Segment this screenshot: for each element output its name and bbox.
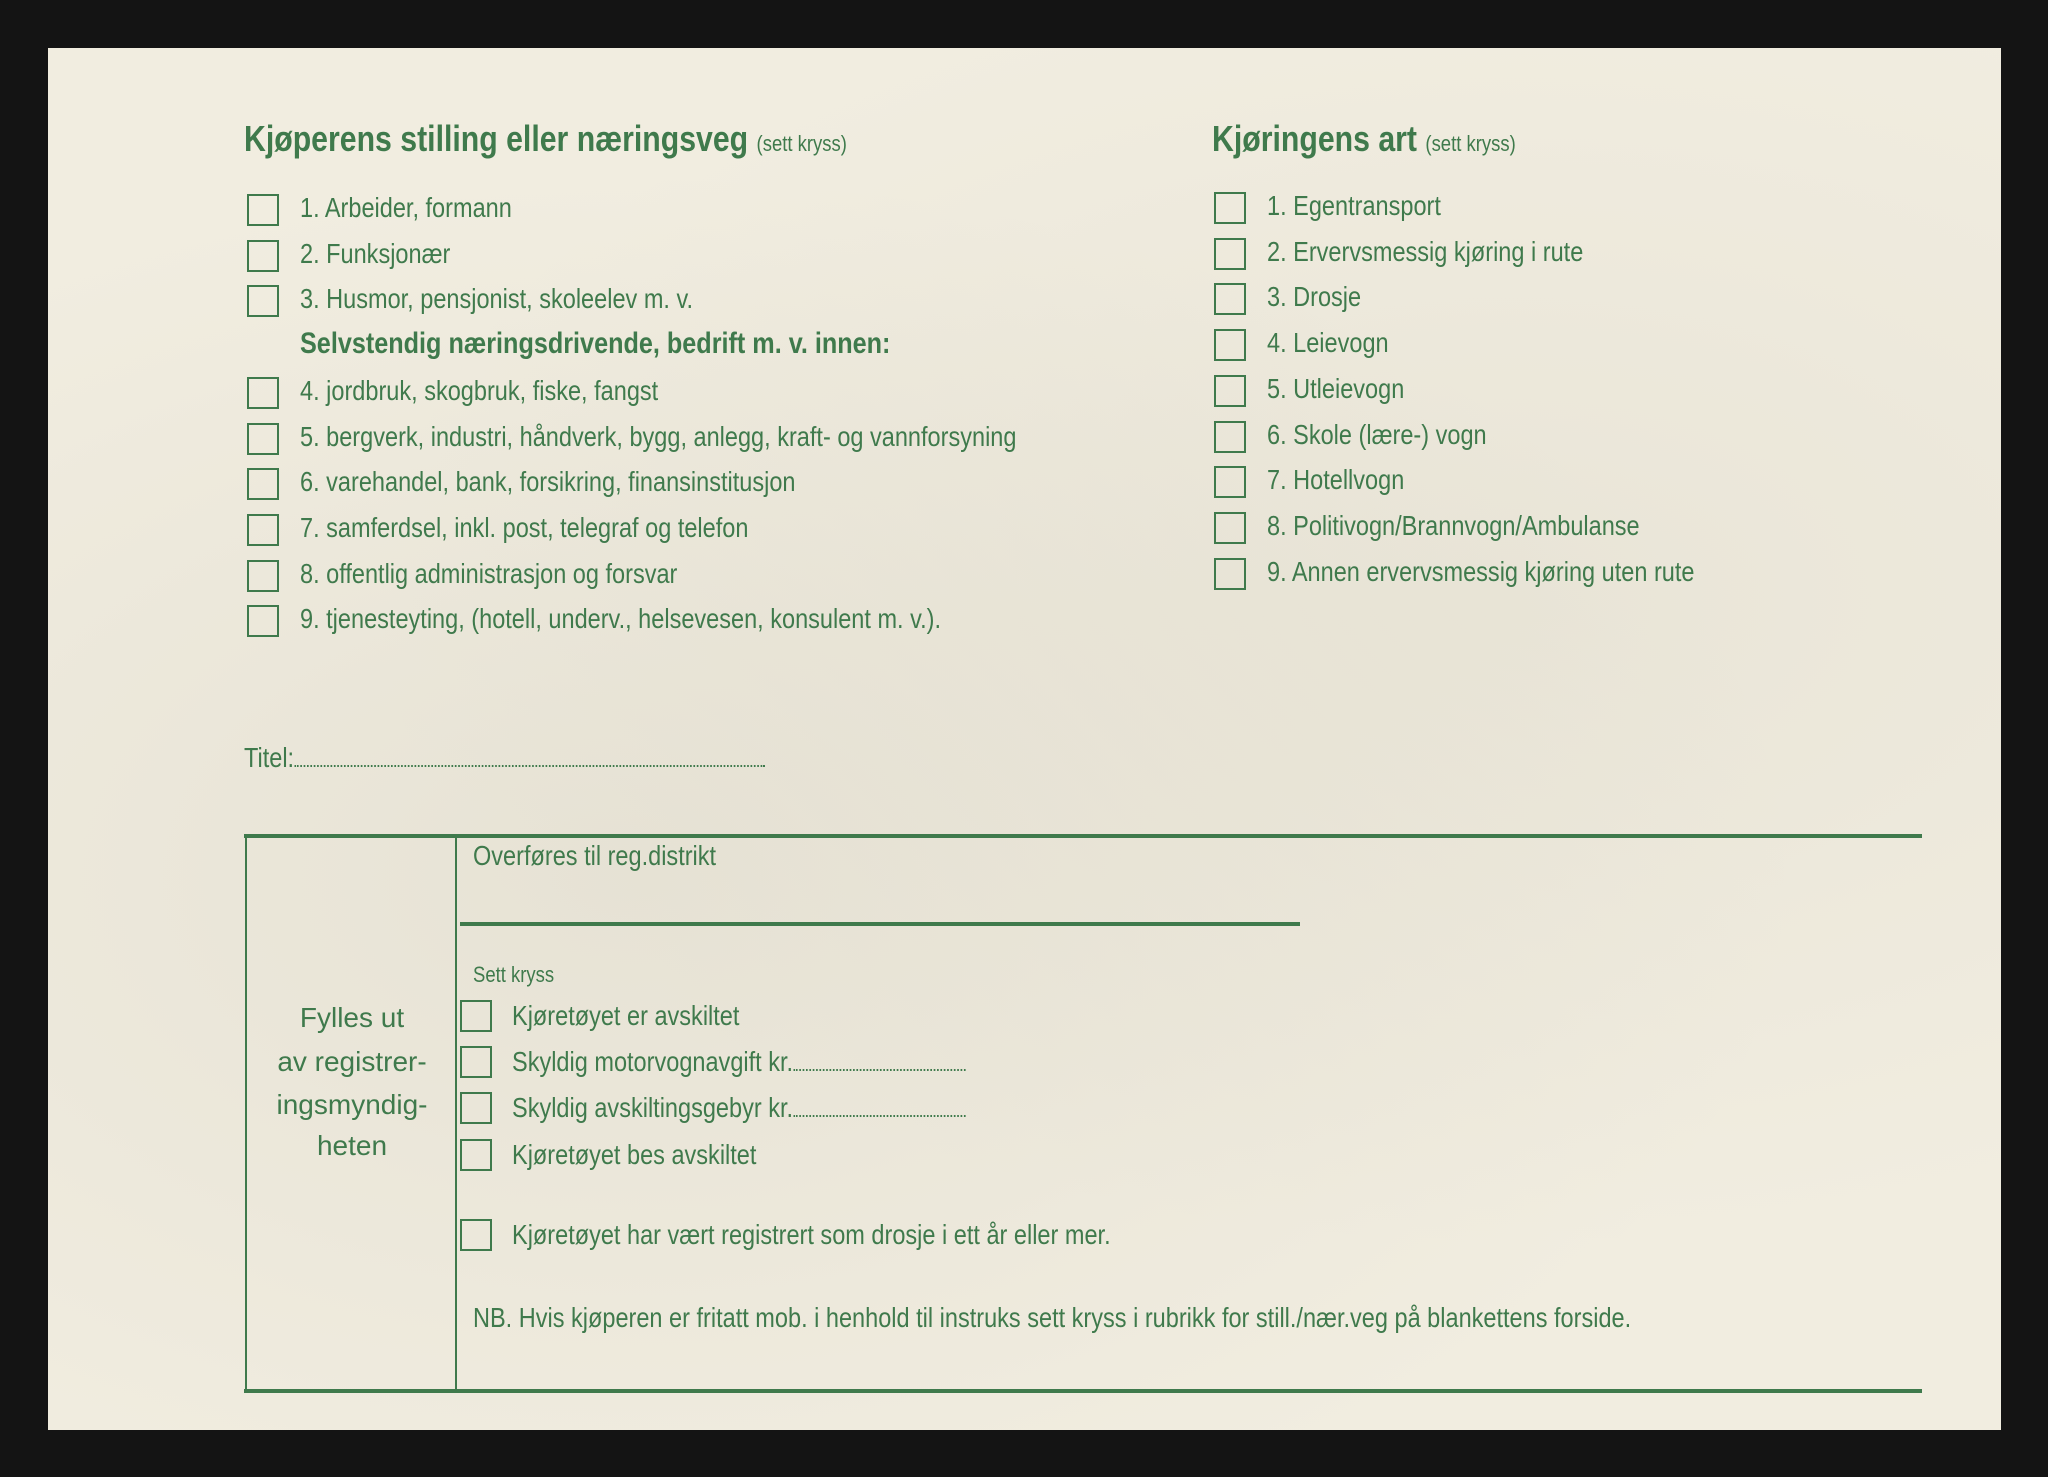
transfer-label-text: Overføres til reg.distrikt (473, 840, 717, 871)
option-text: 6. Skole (lære-) vogn (1267, 418, 1487, 450)
checkbox-plate-fee-owed[interactable] (460, 1092, 492, 1124)
option-text: 8. Politivogn/Brannvogn/Ambulanse (1267, 509, 1640, 541)
industry-option-label (300, 421, 1153, 453)
industry-option-label (300, 375, 726, 407)
box-top-rule (244, 834, 1922, 838)
transfer-label (473, 840, 762, 872)
occupation-option-checkbox[interactable] (247, 240, 279, 272)
option-text: 1. Arbeider, formann (300, 192, 512, 223)
check-label (512, 1139, 803, 1171)
occupation-option-label (300, 192, 552, 224)
check-label-text: Kjøretøyet har vært registrert som drosje i ett år eller mer. (512, 1219, 1111, 1250)
heading-text: Kjøringens art (1212, 118, 1417, 159)
nb-note (473, 1302, 1852, 1334)
driving-type-option-label (1267, 281, 1379, 313)
option-text: 9. Annen ervervsmessig kjøring uten rute (1267, 555, 1695, 587)
driving-type-option-checkbox[interactable] (1214, 512, 1246, 544)
driving-type-heading (1212, 118, 1574, 160)
side-label-1: Fylles ut (299, 1002, 405, 1033)
title-label: Titel: (244, 742, 295, 773)
option-text: 6. varehandel, bank, forsikring, finansinstitusjon (300, 466, 796, 498)
option-text: 2. Ervervsmessig kjøring i rute (1267, 235, 1584, 267)
industry-option-checkbox[interactable] (247, 560, 279, 592)
driving-type-option-checkbox[interactable] (1214, 192, 1246, 224)
driving-type-option-checkbox[interactable] (1214, 375, 1246, 407)
self-employed-subheading (300, 327, 1003, 361)
driving-type-option-label (1267, 373, 1430, 405)
title-field[interactable] (244, 742, 864, 774)
industry-option-checkbox[interactable] (247, 377, 279, 409)
check-label (512, 1092, 1052, 1124)
driving-type-option-checkbox[interactable] (1214, 466, 1246, 498)
side-label-2: av registrer- (277, 1046, 427, 1077)
driving-type-option-checkbox[interactable] (1214, 283, 1246, 315)
option-text: 9. tjenesteyting, (hotell, underv., helsevesen, konsulent m. v.). (300, 603, 942, 635)
industry-option-checkbox[interactable] (247, 514, 279, 546)
check-hint-text: Sett kryss (473, 962, 555, 987)
side-label-4: heten (316, 1130, 388, 1161)
check-hint (473, 962, 570, 988)
driving-type-option-label (1267, 236, 1644, 268)
industry-option-checkbox[interactable] (247, 605, 279, 637)
heading-hint: (sett kryss) (1425, 131, 1516, 156)
check-label-text: Skyldig avskiltingsgebyr kr. (512, 1092, 794, 1123)
nb-note-text: NB. Hvis kjøperen er fritatt mob. i henhold til instruks sett kryss i rubrikk for still./nær.veg på blankettens forside. (473, 1302, 1632, 1333)
driving-type-option-label (1267, 464, 1430, 496)
heading-hint: (sett kryss) (756, 131, 847, 156)
industry-option-label (300, 603, 1063, 635)
option-text: 1. Egentransport (1267, 190, 1441, 221)
industry-option-label (300, 466, 890, 498)
option-text: 5. Utleievogn (1267, 372, 1405, 404)
check-label-text: Kjøretøyet er avskiltet (512, 1000, 740, 1031)
industry-option-label (300, 558, 749, 590)
option-text: 5. bergverk, industri, håndverk, bygg, anlegg, kraft- og vannforsyning (300, 420, 1017, 452)
industry-option-checkbox[interactable] (247, 423, 279, 455)
side-label-3: ingsmyndig- (276, 1089, 428, 1120)
driving-type-option-label (1267, 190, 1474, 222)
option-text: 3. Drosje (1267, 281, 1362, 313)
check-label-text: Kjøretøyet bes avskiltet (512, 1139, 757, 1170)
driving-type-option-checkbox[interactable] (1214, 238, 1246, 270)
box-left-rule (245, 836, 247, 1391)
checkbox-plates-removed[interactable] (460, 1000, 492, 1032)
occupation-option-label (300, 283, 768, 315)
checkbox-taxi-one-year[interactable] (460, 1219, 492, 1251)
heading-text: Kjøperens stilling eller næringsveg (244, 118, 749, 159)
amount-dotted-line[interactable] (793, 1049, 965, 1071)
driving-type-option-checkbox[interactable] (1214, 421, 1246, 453)
buyer-occupation-heading (244, 118, 962, 160)
subheading-text: Selvstendig næringsdrivende, bedrift m. v. innen: (300, 327, 891, 361)
driving-type-option-label (1267, 510, 1711, 542)
driving-type-option-checkbox[interactable] (1214, 329, 1246, 361)
option-text: 7. Hotellvogn (1267, 464, 1405, 496)
option-text: 4. jordbruk, skogbruk, fiske, fangst (300, 374, 659, 406)
checkbox-request-plate-removal[interactable] (460, 1139, 492, 1171)
check-label (512, 1000, 783, 1032)
option-text: 8. offentlig administrasjon og forsvar (300, 557, 678, 589)
driving-type-option-label (1267, 327, 1412, 359)
option-text: 4. Leievogn (1267, 327, 1389, 359)
check-label (512, 1046, 1052, 1078)
check-label-text: Skyldig motorvognavgift kr. (512, 1046, 794, 1077)
occupation-option-checkbox[interactable] (247, 285, 279, 317)
option-text: 2. Funksjonær (300, 237, 451, 269)
checkbox-vehicle-tax-owed[interactable] (460, 1046, 492, 1078)
check-label (512, 1219, 1225, 1251)
occupation-option-checkbox[interactable] (247, 194, 279, 226)
occupation-option-label (300, 238, 479, 270)
transfer-district-line[interactable] (460, 922, 1300, 926)
option-text: 3. Husmor, pensjonist, skoleelev m. v. (300, 283, 694, 315)
box-bottom-rule (244, 1389, 1922, 1393)
title-dotted-line[interactable] (294, 745, 764, 767)
amount-dotted-line[interactable] (793, 1095, 965, 1117)
option-text: 7. samferdsel, inkl. post, telegraf og telefon (300, 511, 749, 543)
industry-option-label (300, 512, 834, 544)
driving-type-option-label (1267, 556, 1776, 588)
driving-type-option-checkbox[interactable] (1214, 558, 1246, 590)
industry-option-checkbox[interactable] (247, 468, 279, 500)
driving-type-option-label (1267, 419, 1528, 451)
